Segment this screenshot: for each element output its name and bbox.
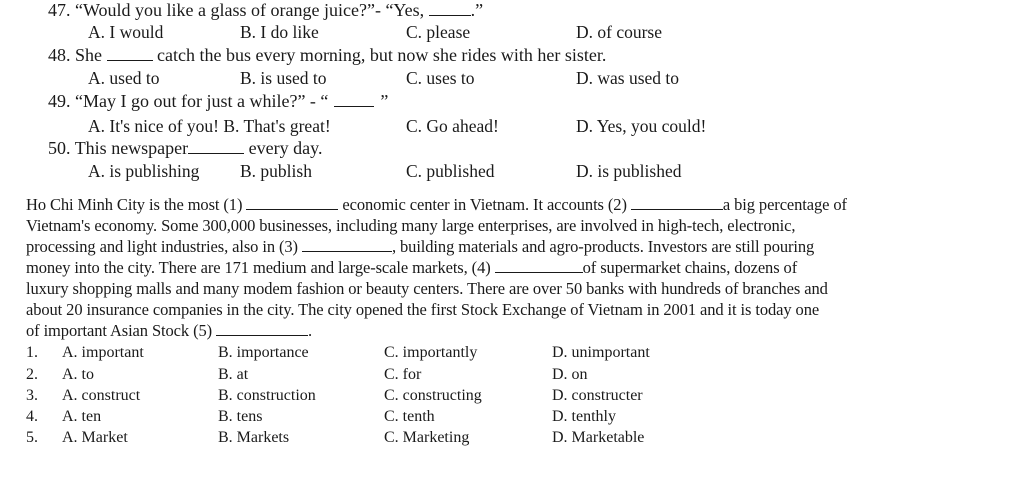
question-50-stem [48, 138, 322, 158]
option-b: B. publish [240, 161, 312, 181]
stem-text: “May I go out for just a while?” - “ [75, 91, 329, 111]
stem-text: She [75, 45, 102, 65]
option-d: D. was used to [576, 68, 680, 88]
option-b: B. is used to [240, 68, 327, 88]
answer-option-b: B. at [218, 366, 249, 383]
passage-text: . [308, 321, 313, 340]
answer-blank [334, 92, 374, 107]
question-49-stem [48, 91, 388, 111]
stem-text: every day. [248, 138, 323, 158]
option-c: C. published [406, 161, 495, 181]
passage-text: economic center in Vietnam. It accounts (2) [342, 195, 627, 214]
question-number: 47. [48, 0, 71, 20]
answer-option-c: C. Marketing [384, 429, 470, 446]
answer-option-a: A. important [62, 344, 144, 361]
passage-line-4 [26, 258, 797, 278]
option-a-b: A. It's nice of you! B. That's great! [88, 116, 331, 136]
question-48-stem [48, 45, 606, 65]
passage-line-1 [26, 195, 847, 215]
option-a: A. I would [88, 22, 164, 42]
answer-number: 2. [26, 366, 38, 383]
passage-line-3 [26, 237, 814, 257]
passage-line-2: Vietnam's economy. Some 300,000 businesses, including many large enterprises, are involved in high-tech, electronic, [26, 216, 796, 235]
passage-text: of important Asian Stock (5) [26, 321, 213, 340]
blank-2 [631, 195, 723, 210]
stem-text: .” [470, 0, 484, 20]
blank-3 [302, 237, 392, 252]
answer-option-d: D. Marketable [552, 429, 645, 446]
passage-line-7 [26, 321, 312, 341]
option-b: B. I do like [240, 22, 319, 42]
answer-option-c: C. constructing [384, 387, 482, 404]
answer-option-c: C. for [384, 366, 422, 383]
question-number: 49. [48, 91, 71, 111]
blank-4 [495, 258, 583, 273]
passage-text: Ho Chi Minh City is the most (1) [26, 195, 243, 214]
passage-text: processing and light industries, also in (3) [26, 237, 298, 256]
answer-option-a: A. to [62, 366, 94, 383]
passage-line-6: about 20 insurance companies in the city. The city opened the first Stock Exchange of Vietnam in 2001 and it is today one [26, 300, 820, 319]
answer-option-b: B. tens [218, 408, 263, 425]
answer-number: 1. [26, 344, 38, 361]
option-c: C. uses to [406, 68, 475, 88]
stem-text: ” [380, 91, 389, 111]
passage-text: , building materials and agro-products. Investors are still pouring [391, 237, 815, 256]
answer-blank [188, 139, 244, 154]
answer-option-a: A. Market [62, 429, 128, 446]
answer-number: 4. [26, 408, 38, 425]
blank-5 [216, 321, 308, 336]
option-a: A. used to [88, 68, 160, 88]
answer-option-b: B. construction [218, 387, 316, 404]
answer-option-b: B. importance [218, 344, 309, 361]
answer-option-d: D. unimportant [552, 344, 650, 361]
option-d: D. of course [576, 22, 663, 42]
stem-text: catch the bus every morning, but now she rides with her sister. [157, 45, 607, 65]
option-c: C. Go ahead! [406, 116, 499, 136]
question-number: 50. [48, 138, 71, 158]
passage-text: a big percentage of [722, 195, 847, 214]
stem-text: This newspaper [74, 138, 189, 158]
blank-1 [246, 195, 338, 210]
passage-text: of supermarket chains, dozens of [582, 258, 798, 277]
passage-text: money into the city. There are 171 medium and large-scale markets, (4) [26, 258, 491, 277]
answer-option-d: D. on [552, 366, 588, 383]
passage-line-5: luxury shopping malls and many modem fashion or beauty centers. There are over 50 banks with hundreds of branches and [26, 279, 828, 298]
answer-option-b: B. Markets [218, 429, 290, 446]
option-d: D. Yes, you could! [576, 116, 707, 136]
answer-blank [107, 46, 153, 61]
option-c: C. please [406, 22, 471, 42]
answer-option-c: C. importantly [384, 344, 478, 361]
answer-number: 5. [26, 429, 38, 446]
option-a: A. is publishing [88, 161, 200, 181]
answer-option-a: A. ten [62, 408, 102, 425]
answer-blank [429, 1, 471, 16]
option-d: D. is published [576, 161, 682, 181]
answer-option-c: C. tenth [384, 408, 435, 425]
stem-text: “Would you like a glass of orange juice?”- “Yes, [75, 0, 425, 20]
answer-option-a: A. construct [62, 387, 141, 404]
answer-number: 3. [26, 387, 38, 404]
answer-option-d: D. constructer [552, 387, 643, 404]
question-number: 48. [48, 45, 71, 65]
question-47-stem [48, 0, 483, 20]
answer-option-d: D. tenthly [552, 408, 616, 425]
